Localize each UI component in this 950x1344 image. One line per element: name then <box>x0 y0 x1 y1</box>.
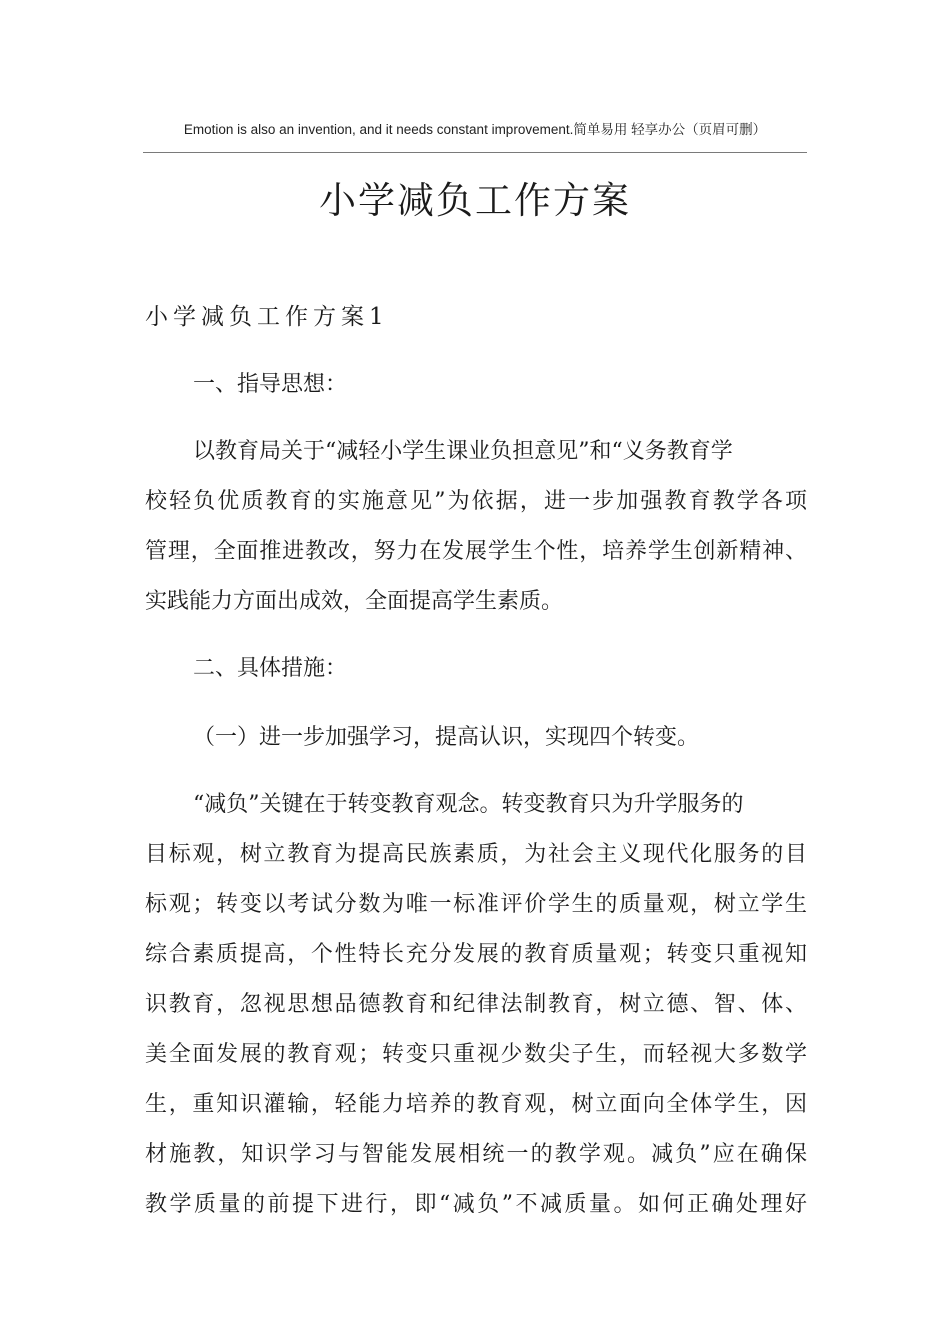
paragraph-line: 生，重知识灌输，轻能力培养的教育观，树立面向全体学生，因 <box>145 1092 807 1117</box>
paragraph-line: 目标观，树立教育为提高民族素质，为社会主义现代化服务的目 <box>145 842 807 867</box>
paragraph-line: 美全面发展的教育观；转变只重视少数尖子生，而轻视大多数学 <box>145 1042 807 1067</box>
paragraph-line: 标观；转变以考试分数为唯一标准评价学生的质量观，树立学生 <box>145 892 807 917</box>
paragraph-line: 综合素质提高，个性特长充分发展的教育质量观；转变只重视知 <box>145 942 807 967</box>
paragraph-line: 材施教，知识学习与智能发展相统一的教学观。减负”应在确保 <box>145 1142 807 1167</box>
heading-measures: 二、具体措施： <box>193 656 348 681</box>
paragraph-line: 实践能力方面出成效，全面提高学生素质。 <box>145 589 564 614</box>
section-heading: 小学减负工作方案1 <box>145 304 389 330</box>
paragraph-line: 识教育，忽视思想品德教育和纪律法制教育，树立德、智、体、 <box>145 992 807 1017</box>
page-header: Emotion is also an invention, and it needs constant improvement.简单易用 轻享办公（页眉可删） <box>183 122 767 137</box>
subheading-study: （一）进一步加强学习，提高认识，实现四个转变。 <box>193 725 700 750</box>
paragraph-line: 校轻负优质教育的实施意见”为依据，进一步加强教育教学各项 <box>145 489 807 514</box>
paragraph-line: 教学质量的前提下进行，即“减负”不减质量。如何正确处理好 <box>145 1192 807 1217</box>
paragraph-line: 管理，全面推进教改，努力在发展学生个性，培养学生创新精神、 <box>145 539 807 564</box>
paragraph-line: “减负”关键在于转变教育观念。转变教育只为升学服务的 <box>193 792 744 817</box>
document-title: 小学减负工作方案 <box>319 179 631 222</box>
header-divider <box>143 152 807 153</box>
heading-guiding-ideology: 一、指导思想： <box>193 372 348 397</box>
paragraph-line: 以教育局关于“减轻小学生课业负担意见”和“义务教育学 <box>193 439 733 464</box>
